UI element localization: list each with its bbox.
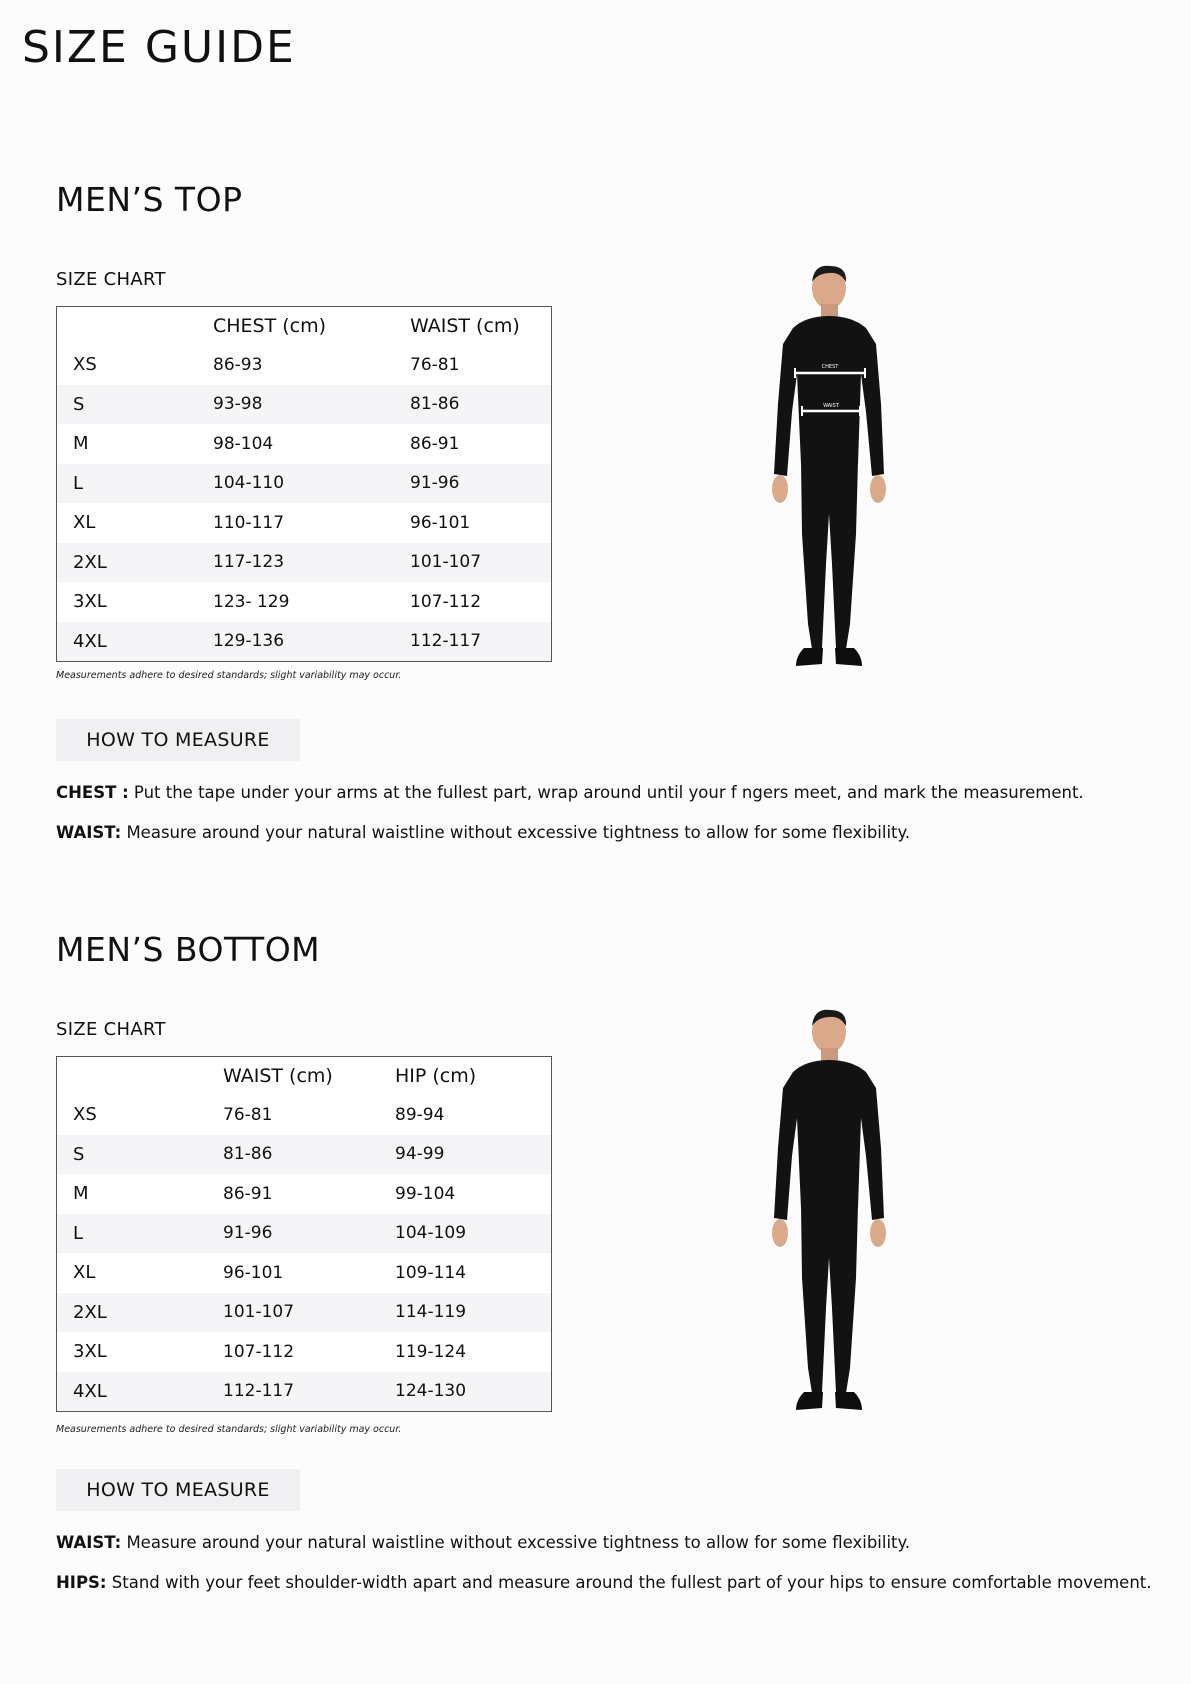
table-cell: 89-94 — [395, 1104, 445, 1125]
table-header — [57, 1057, 224, 1096]
table-cell: 81-86 — [410, 385, 552, 425]
size-cell: 4XL — [57, 622, 214, 662]
table-row — [57, 1174, 552, 1214]
table-header: WAIST (cm) — [410, 315, 520, 337]
bottoms-size-table — [56, 1056, 552, 1412]
size-cell: S — [57, 385, 214, 425]
table-cell: 91-96 — [223, 1214, 395, 1254]
instruction-term: CHEST : — [56, 783, 129, 802]
table-header: CHEST (cm) — [213, 315, 327, 337]
table-cell: 99-104 — [395, 1183, 456, 1204]
size-cell: 2XL — [57, 543, 214, 583]
table-row — [57, 345, 552, 385]
table-cell: 112-117 — [410, 622, 552, 662]
model-figure-bottom — [756, 1008, 956, 1428]
table-cell: 98-104 — [213, 433, 274, 454]
table-cell: 76-81 — [410, 354, 460, 375]
table-cell: 109-114 — [395, 1262, 467, 1283]
size-cell: XS — [73, 1104, 97, 1126]
table-cell: 86-93 — [213, 354, 263, 375]
size-cell: L — [57, 1214, 224, 1254]
mens-top-section — [56, 180, 1176, 860]
how-to-measure-button[interactable]: HOW TO MEASURE — [56, 1469, 300, 1511]
size-cell: 4XL — [57, 1372, 224, 1412]
table-row — [57, 1332, 552, 1372]
instruction-term: WAIST: — [56, 823, 122, 842]
tops-size-table — [56, 306, 552, 662]
table-cell: 104-110 — [213, 464, 410, 504]
table-cell: 112-117 — [223, 1372, 395, 1412]
table-cell: 76-81 — [223, 1104, 273, 1125]
table-cell: 93-98 — [213, 385, 410, 425]
size-cell: M — [73, 433, 89, 455]
instruction-text: Stand with your feet shoulder-width apart and measure around the fullest part of your hips to ensure comfortable movement. — [106, 1573, 1152, 1592]
how-to-measure-button[interactable]: HOW TO MEASURE — [56, 719, 300, 761]
table-header: WAIST (cm) — [223, 1065, 333, 1087]
table-row — [57, 1372, 552, 1412]
table-header — [57, 307, 214, 346]
size-cell: 3XL — [73, 591, 107, 613]
table-cell: 124-130 — [395, 1372, 552, 1412]
waist-label: WAIST — [823, 403, 839, 409]
size-cell: XS — [73, 354, 97, 376]
size-cell: 3XL — [73, 1341, 107, 1363]
table-cell: 101-107 — [223, 1293, 395, 1333]
table-cell: 107-112 — [223, 1341, 295, 1362]
table-cell: 110-117 — [213, 512, 285, 533]
size-cell: XL — [73, 512, 96, 534]
table-cell: 81-86 — [223, 1135, 395, 1175]
table-cell: 96-101 — [223, 1262, 284, 1283]
disclaimer: Measurements adhere to desired standards; slight variability may occur. — [56, 1424, 402, 1435]
table-row — [57, 1253, 552, 1293]
table-cell: 104-109 — [395, 1214, 552, 1254]
size-cell: 2XL — [57, 1293, 224, 1333]
page-title: SIZE GUIDE — [22, 22, 296, 73]
instruction-chest — [56, 783, 1084, 802]
table-row — [57, 464, 552, 504]
table-cell: 123- 129 — [213, 591, 290, 612]
table-row — [57, 622, 552, 662]
table-row — [57, 1095, 552, 1135]
table-cell: 114-119 — [395, 1293, 552, 1333]
size-cell: L — [57, 464, 214, 504]
table-cell: 119-124 — [395, 1341, 467, 1362]
table-row — [57, 543, 552, 583]
table-cell: 96-101 — [410, 512, 471, 533]
table-row — [57, 385, 552, 425]
instruction-waist — [56, 1533, 910, 1552]
table-row — [57, 1293, 552, 1333]
model-figure-top — [756, 264, 956, 684]
table-cell: 86-91 — [223, 1183, 273, 1204]
size-cell: M — [73, 1183, 89, 1205]
table-header-row — [57, 307, 552, 346]
instruction-waist — [56, 823, 910, 842]
disclaimer: Measurements adhere to desired standards; slight variability may occur. — [56, 670, 402, 681]
table-row — [57, 503, 552, 543]
table-cell: 94-99 — [395, 1135, 552, 1175]
table-row — [57, 1135, 552, 1175]
table-cell: 129-136 — [213, 622, 410, 662]
table-header-row — [57, 1057, 552, 1096]
instruction-term: WAIST: — [56, 1533, 122, 1552]
table-cell: 86-91 — [410, 433, 460, 454]
size-cell: XL — [73, 1262, 96, 1284]
section-title: MEN’S BOTTOM — [56, 930, 321, 969]
chest-label: CHEST — [821, 364, 839, 370]
size-cell: S — [57, 1135, 224, 1175]
table-row — [57, 1214, 552, 1254]
table-cell: 107-112 — [410, 591, 482, 612]
table-header: HIP (cm) — [395, 1065, 477, 1087]
table-row — [57, 582, 552, 622]
table-cell: 117-123 — [213, 543, 410, 583]
section-title: MEN’S TOP — [56, 180, 243, 219]
instruction-text: Measure around your natural waistline without excessive tightness to allow for some flexibility. — [121, 1533, 911, 1552]
instruction-text: Put the tape under your arms at the fullest part, wrap around until your f ngers meet, and mark the measurement. — [128, 783, 1084, 802]
chart-label: SIZE CHART — [56, 1019, 166, 1040]
table-cell: 91-96 — [410, 464, 552, 504]
mens-bottom-section — [56, 930, 1176, 1620]
instruction-text: Measure around your natural waistline without excessive tightness to allow for some flexibility. — [121, 823, 911, 842]
table-row — [57, 424, 552, 464]
chart-label: SIZE CHART — [56, 269, 166, 290]
instruction-hips — [56, 1573, 1152, 1592]
table-cell: 101-107 — [410, 543, 552, 583]
instruction-term: HIPS: — [56, 1573, 107, 1592]
